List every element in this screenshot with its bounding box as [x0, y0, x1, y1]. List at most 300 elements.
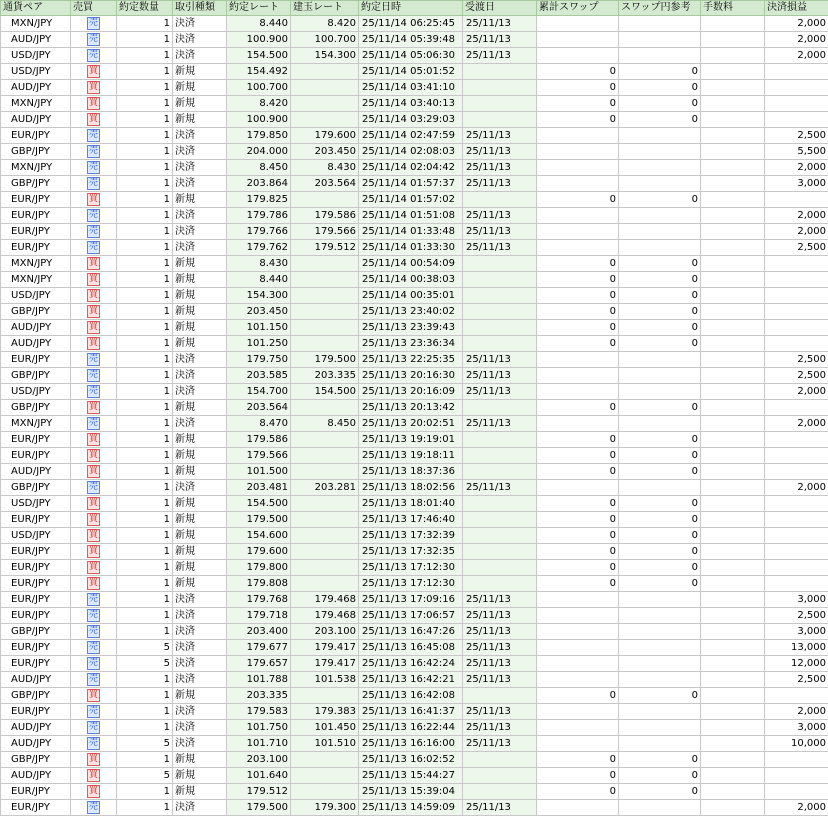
cell-rate: 179.583 — [227, 704, 291, 720]
cell-swap — [537, 640, 619, 656]
cell-pnl — [765, 256, 828, 272]
cell-rate: 203.450 — [227, 304, 291, 320]
table-row[interactable] — [1, 768, 828, 784]
cell-swap-ref — [619, 16, 701, 32]
cell-side — [71, 160, 117, 176]
table-row[interactable] — [1, 560, 828, 576]
cell-fee — [701, 544, 765, 560]
cell-time: 25/11/14 01:33:30 — [359, 240, 463, 256]
cell-delivery — [463, 560, 537, 576]
cell-time: 25/11/13 17:06:57 — [359, 608, 463, 624]
buy-badge: 買 — [88, 193, 98, 204]
cell-delivery — [463, 64, 537, 80]
cell-pair: EUR/JPY — [1, 192, 71, 208]
cell-pair: USD/JPY — [1, 496, 71, 512]
cell-delivery: 25/11/13 — [463, 800, 537, 816]
cell-pair: EUR/JPY — [1, 560, 71, 576]
cell-qty: 1 — [117, 432, 173, 448]
cell-swap-ref: 0 — [619, 192, 701, 208]
cell-swap-ref — [619, 144, 701, 160]
cell-type: 新規 — [173, 64, 227, 80]
table-row[interactable] — [1, 288, 828, 304]
table-row[interactable] — [1, 736, 828, 752]
cell-qty: 1 — [117, 592, 173, 608]
table-row[interactable] — [1, 592, 828, 608]
cell-position-rate — [291, 400, 359, 416]
cell-time: 25/11/13 16:16:00 — [359, 736, 463, 752]
cell-pair: EUR/JPY — [1, 448, 71, 464]
cell-swap-ref — [619, 480, 701, 496]
cell-side — [71, 128, 117, 144]
cell-side — [71, 608, 117, 624]
cell-pnl — [765, 112, 828, 128]
cell-position-rate: 8.430 — [291, 160, 359, 176]
cell-side — [71, 320, 117, 336]
cell-pair: GBP/JPY — [1, 400, 71, 416]
cell-rate: 203.564 — [227, 400, 291, 416]
cell-pair: MXN/JPY — [1, 272, 71, 288]
sell-badge: 売 — [88, 481, 98, 492]
table-row[interactable] — [1, 672, 828, 688]
col-header-position-rate[interactable]: 建玉レート — [291, 1, 359, 16]
cell-fee — [701, 192, 765, 208]
cell-pnl — [765, 464, 828, 480]
cell-fee — [701, 304, 765, 320]
table-row[interactable] — [1, 32, 828, 48]
table-row[interactable] — [1, 336, 828, 352]
cell-swap-ref — [619, 128, 701, 144]
cell-side — [71, 16, 117, 32]
cell-side — [71, 112, 117, 128]
cell-position-rate: 203.335 — [291, 368, 359, 384]
cell-type: 新規 — [173, 560, 227, 576]
cell-swap-ref — [619, 240, 701, 256]
cell-delivery: 25/11/13 — [463, 160, 537, 176]
cell-delivery: 25/11/13 — [463, 32, 537, 48]
cell-side — [71, 464, 117, 480]
cell-rate: 203.481 — [227, 480, 291, 496]
table-row[interactable] — [1, 432, 828, 448]
sell-badge: 売 — [88, 593, 98, 604]
table-row[interactable] — [1, 400, 828, 416]
buy-badge: 買 — [88, 465, 98, 476]
cell-delivery — [463, 336, 537, 352]
cell-pnl — [765, 272, 828, 288]
table-row[interactable] — [1, 368, 828, 384]
cell-swap-ref — [619, 416, 701, 432]
cell-swap-ref: 0 — [619, 560, 701, 576]
cell-swap — [537, 208, 619, 224]
cell-fee — [701, 64, 765, 80]
cell-position-rate — [291, 432, 359, 448]
col-header-time[interactable]: 約定日時 — [359, 1, 463, 16]
cell-position-rate: 179.383 — [291, 704, 359, 720]
cell-side — [71, 592, 117, 608]
cell-pnl — [765, 448, 828, 464]
cell-rate: 154.500 — [227, 48, 291, 64]
table-row[interactable] — [1, 320, 828, 336]
table-row[interactable] — [1, 688, 828, 704]
cell-time: 25/11/13 20:02:51 — [359, 416, 463, 432]
table-row[interactable] — [1, 656, 828, 672]
cell-fee — [701, 480, 765, 496]
cell-qty: 1 — [117, 208, 173, 224]
cell-fee — [701, 688, 765, 704]
table-row[interactable] — [1, 704, 828, 720]
cell-rate: 203.585 — [227, 368, 291, 384]
table-row[interactable] — [1, 752, 828, 768]
col-header-swap[interactable]: 累計スワップ — [537, 1, 619, 16]
table-row[interactable] — [1, 176, 828, 192]
cell-rate: 154.600 — [227, 528, 291, 544]
cell-rate: 154.700 — [227, 384, 291, 400]
cell-pnl: 2,500 — [765, 608, 828, 624]
cell-type: 決済 — [173, 384, 227, 400]
cell-delivery — [463, 304, 537, 320]
cell-swap: 0 — [537, 288, 619, 304]
cell-swap: 0 — [537, 544, 619, 560]
cell-position-rate: 101.538 — [291, 672, 359, 688]
table-row[interactable] — [1, 512, 828, 528]
cell-time: 25/11/14 02:08:03 — [359, 144, 463, 160]
cell-time: 25/11/14 03:41:10 — [359, 80, 463, 96]
cell-delivery — [463, 464, 537, 480]
cell-pnl — [765, 320, 828, 336]
cell-side — [71, 704, 117, 720]
sell-badge: 売 — [88, 705, 98, 716]
table-row[interactable] — [1, 576, 828, 592]
cell-side — [71, 800, 117, 816]
cell-type: 新規 — [173, 256, 227, 272]
cell-type: 新規 — [173, 192, 227, 208]
cell-rate: 179.512 — [227, 784, 291, 800]
cell-delivery: 25/11/13 — [463, 640, 537, 656]
cell-rate: 101.150 — [227, 320, 291, 336]
cell-side — [71, 208, 117, 224]
cell-pnl — [765, 544, 828, 560]
table-row[interactable] — [1, 800, 828, 816]
cell-position-rate — [291, 560, 359, 576]
cell-swap — [537, 368, 619, 384]
cell-qty: 1 — [117, 608, 173, 624]
cell-swap — [537, 48, 619, 64]
sell-badge: 売 — [88, 801, 98, 812]
cell-qty: 1 — [117, 48, 173, 64]
cell-fee — [701, 784, 765, 800]
table-row[interactable] — [1, 224, 828, 240]
cell-swap-ref: 0 — [619, 288, 701, 304]
cell-qty: 1 — [117, 784, 173, 800]
col-header-swap-ref[interactable]: スワップ円参考 — [619, 1, 701, 16]
cell-swap: 0 — [537, 496, 619, 512]
table-row[interactable] — [1, 480, 828, 496]
cell-side — [71, 336, 117, 352]
cell-pnl — [765, 64, 828, 80]
cell-swap: 0 — [537, 304, 619, 320]
cell-position-rate — [291, 576, 359, 592]
cell-position-rate: 179.566 — [291, 224, 359, 240]
cell-position-rate — [291, 320, 359, 336]
cell-swap-ref: 0 — [619, 784, 701, 800]
cell-pair: MXN/JPY — [1, 16, 71, 32]
cell-rate: 203.864 — [227, 176, 291, 192]
cell-swap-ref: 0 — [619, 432, 701, 448]
cell-pair: AUD/JPY — [1, 80, 71, 96]
table-row[interactable] — [1, 304, 828, 320]
cell-side — [71, 64, 117, 80]
cell-swap-ref: 0 — [619, 336, 701, 352]
table-row[interactable] — [1, 544, 828, 560]
table-row[interactable] — [1, 496, 828, 512]
cell-side — [71, 384, 117, 400]
cell-position-rate — [291, 784, 359, 800]
cell-qty: 1 — [117, 224, 173, 240]
cell-fee — [701, 432, 765, 448]
sell-badge: 売 — [88, 737, 98, 748]
cell-swap-ref: 0 — [619, 464, 701, 480]
cell-qty: 1 — [117, 752, 173, 768]
cell-rate: 179.766 — [227, 224, 291, 240]
cell-side — [71, 240, 117, 256]
cell-time: 25/11/13 23:39:43 — [359, 320, 463, 336]
cell-pair: USD/JPY — [1, 384, 71, 400]
table-row[interactable] — [1, 16, 828, 32]
cell-rate: 179.500 — [227, 800, 291, 816]
col-header-qty[interactable]: 約定数量 — [117, 1, 173, 16]
col-header-delivery[interactable]: 受渡日 — [463, 1, 537, 16]
cell-pair: GBP/JPY — [1, 752, 71, 768]
table-row[interactable] — [1, 784, 828, 800]
cell-position-rate — [291, 256, 359, 272]
table-row[interactable] — [1, 640, 828, 656]
cell-fee — [701, 144, 765, 160]
cell-time: 25/11/13 16:47:26 — [359, 624, 463, 640]
cell-pair: MXN/JPY — [1, 96, 71, 112]
buy-badge: 買 — [88, 769, 98, 780]
cell-type: 決済 — [173, 224, 227, 240]
cell-rate: 101.250 — [227, 336, 291, 352]
cell-type: 新規 — [173, 288, 227, 304]
cell-pnl — [765, 192, 828, 208]
table-row[interactable] — [1, 528, 828, 544]
cell-swap — [537, 352, 619, 368]
table-row[interactable] — [1, 464, 828, 480]
buy-badge: 買 — [88, 561, 98, 572]
col-header-rate[interactable]: 約定レート — [227, 1, 291, 16]
cell-type: 新規 — [173, 576, 227, 592]
cell-pair: EUR/JPY — [1, 128, 71, 144]
cell-delivery — [463, 768, 537, 784]
cell-swap-ref — [619, 48, 701, 64]
table-row[interactable] — [1, 624, 828, 640]
cell-time: 25/11/14 01:33:48 — [359, 224, 463, 240]
table-row[interactable] — [1, 352, 828, 368]
cell-position-rate — [291, 752, 359, 768]
cell-type: 新規 — [173, 112, 227, 128]
cell-type: 新規 — [173, 96, 227, 112]
table-row[interactable] — [1, 128, 828, 144]
cell-pair: USD/JPY — [1, 288, 71, 304]
cell-swap-ref: 0 — [619, 688, 701, 704]
sell-badge: 売 — [88, 241, 98, 252]
cell-delivery: 25/11/13 — [463, 704, 537, 720]
cell-type: 決済 — [173, 144, 227, 160]
cell-type: 新規 — [173, 464, 227, 480]
cell-type: 新規 — [173, 80, 227, 96]
cell-pair: EUR/JPY — [1, 224, 71, 240]
cell-side — [71, 496, 117, 512]
table-row[interactable] — [1, 208, 828, 224]
table-row[interactable] — [1, 416, 828, 432]
cell-fee — [701, 672, 765, 688]
cell-type: 新規 — [173, 336, 227, 352]
cell-swap — [537, 592, 619, 608]
sell-badge: 売 — [88, 657, 98, 668]
cell-position-rate — [291, 448, 359, 464]
cell-rate: 8.440 — [227, 16, 291, 32]
cell-swap-ref: 0 — [619, 496, 701, 512]
cell-fee — [701, 160, 765, 176]
col-header-pair[interactable]: 通貨ペア — [1, 1, 71, 16]
table-row[interactable] — [1, 608, 828, 624]
cell-delivery — [463, 752, 537, 768]
cell-swap-ref — [619, 160, 701, 176]
cell-side — [71, 512, 117, 528]
cell-fee — [701, 320, 765, 336]
cell-delivery — [463, 432, 537, 448]
table-row[interactable] — [1, 96, 828, 112]
table-row[interactable] — [1, 64, 828, 80]
table-row[interactable] — [1, 448, 828, 464]
cell-fee — [701, 656, 765, 672]
cell-swap — [537, 16, 619, 32]
cell-side — [71, 400, 117, 416]
cell-rate: 8.430 — [227, 256, 291, 272]
cell-pnl: 5,500 — [765, 144, 828, 160]
cell-fee — [701, 416, 765, 432]
col-header-side[interactable]: 売買 — [71, 1, 117, 16]
cell-rate: 101.640 — [227, 768, 291, 784]
table-row[interactable] — [1, 144, 828, 160]
buy-badge: 買 — [88, 97, 98, 108]
buy-badge: 買 — [88, 337, 98, 348]
cell-type: 新規 — [173, 528, 227, 544]
table-row[interactable] — [1, 112, 828, 128]
cell-qty: 1 — [117, 448, 173, 464]
cell-side — [71, 176, 117, 192]
cell-swap: 0 — [537, 784, 619, 800]
cell-position-rate: 179.468 — [291, 592, 359, 608]
cell-rate: 179.657 — [227, 656, 291, 672]
cell-qty: 5 — [117, 640, 173, 656]
cell-time: 25/11/13 16:02:52 — [359, 752, 463, 768]
cell-pair: AUD/JPY — [1, 320, 71, 336]
table-row[interactable] — [1, 256, 828, 272]
cell-pair: EUR/JPY — [1, 432, 71, 448]
cell-qty: 5 — [117, 768, 173, 784]
cell-type: 新規 — [173, 432, 227, 448]
cell-time: 25/11/13 19:19:01 — [359, 432, 463, 448]
cell-swap — [537, 480, 619, 496]
cell-qty: 1 — [117, 336, 173, 352]
cell-pnl — [765, 688, 828, 704]
cell-rate: 179.500 — [227, 512, 291, 528]
cell-delivery — [463, 448, 537, 464]
cell-pnl — [765, 784, 828, 800]
cell-swap-ref — [619, 592, 701, 608]
table-row[interactable] — [1, 160, 828, 176]
cell-swap-ref: 0 — [619, 528, 701, 544]
cell-position-rate — [291, 768, 359, 784]
cell-swap-ref — [619, 608, 701, 624]
sell-badge: 売 — [88, 417, 98, 428]
cell-pair: EUR/JPY — [1, 208, 71, 224]
cell-side — [71, 720, 117, 736]
cell-fee — [701, 272, 765, 288]
cell-rate: 101.710 — [227, 736, 291, 752]
cell-rate: 179.768 — [227, 592, 291, 608]
sell-badge: 売 — [88, 353, 98, 364]
cell-position-rate — [291, 80, 359, 96]
table-row[interactable] — [1, 192, 828, 208]
buy-badge: 買 — [88, 273, 98, 284]
cell-swap-ref — [619, 624, 701, 640]
cell-delivery: 25/11/13 — [463, 656, 537, 672]
cell-swap-ref: 0 — [619, 512, 701, 528]
cell-qty: 1 — [117, 496, 173, 512]
cell-pair: GBP/JPY — [1, 144, 71, 160]
cell-type: 決済 — [173, 352, 227, 368]
buy-badge: 買 — [88, 513, 98, 524]
cell-time: 25/11/14 01:57:37 — [359, 176, 463, 192]
cell-pair: AUD/JPY — [1, 720, 71, 736]
table-row[interactable] — [1, 80, 828, 96]
table-row[interactable] — [1, 48, 828, 64]
cell-fee — [701, 80, 765, 96]
buy-badge: 買 — [88, 401, 98, 412]
cell-pair: AUD/JPY — [1, 768, 71, 784]
cell-type: 決済 — [173, 176, 227, 192]
cell-swap — [537, 800, 619, 816]
table-row[interactable] — [1, 240, 828, 256]
cell-fee — [701, 496, 765, 512]
sell-badge: 売 — [88, 145, 98, 156]
cell-qty: 1 — [117, 464, 173, 480]
cell-pair: EUR/JPY — [1, 240, 71, 256]
cell-pnl: 2,000 — [765, 208, 828, 224]
cell-time: 25/11/13 22:25:35 — [359, 352, 463, 368]
cell-swap — [537, 416, 619, 432]
buy-badge: 買 — [88, 433, 98, 444]
cell-fee — [701, 48, 765, 64]
cell-side — [71, 256, 117, 272]
cell-time: 25/11/13 20:16:09 — [359, 384, 463, 400]
cell-swap — [537, 624, 619, 640]
cell-pnl: 2,000 — [765, 16, 828, 32]
table-row[interactable] — [1, 384, 828, 400]
col-header-pnl[interactable]: 決済損益 — [765, 1, 828, 16]
table-row[interactable] — [1, 272, 828, 288]
col-header-fee[interactable]: 手数料 — [701, 1, 765, 16]
cell-qty: 1 — [117, 128, 173, 144]
cell-delivery — [463, 96, 537, 112]
cell-fee — [701, 800, 765, 816]
cell-qty: 1 — [117, 800, 173, 816]
table-row[interactable] — [1, 720, 828, 736]
cell-fee — [701, 16, 765, 32]
cell-position-rate: 8.450 — [291, 416, 359, 432]
col-header-type[interactable]: 取引種類 — [173, 1, 227, 16]
